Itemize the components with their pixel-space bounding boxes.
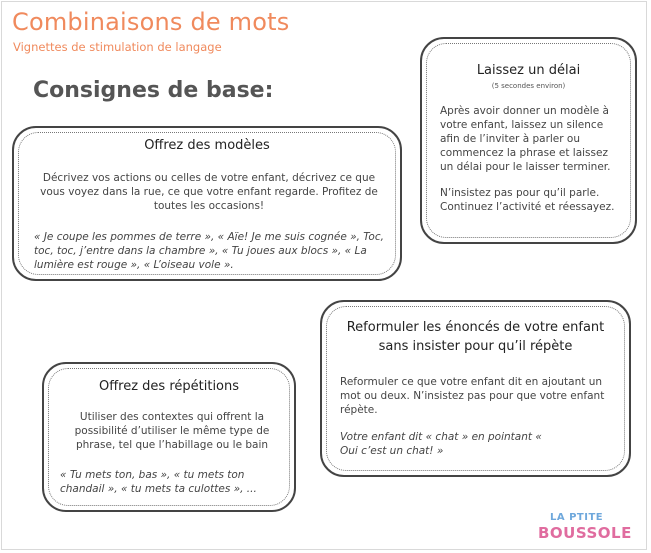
card-delai-note: (5 secondes environ) [491,82,566,90]
page-title: Combinaisons de mots [12,8,290,36]
logo-line-1: LA PTITE [550,512,604,523]
card-repetitions-title: Offrez des répétitions [98,379,240,394]
brand-logo [538,512,638,548]
card-modeles [12,126,402,281]
card-repetitions-text-1: Utiliser des contextes qui offrent la possibilité d’utiliser le même type de phrase, tel que l’habillage ou le bain [74,411,270,451]
card-reformuler-text-1: Reformuler ce que votre enfant dit en ajoutant un mot ou deux. N’insistez pas pour que votre enfant répète. [340,376,605,416]
card-delai [420,37,637,244]
card-reformuler-title: Reformuler les énoncés de votre enfant sans insister pour qu’il répète [346,320,605,354]
card-delai-text-1: Après avoir donner un modèle à votre enfant, laissez un silence afin de l’inviter à parler ou commencez la phrase et laissez un délai pour le laisser terminer. [440,105,611,173]
logo-line-2: BOUSSOLE [538,524,632,542]
card-reformuler-text-2: Votre enfant dit « chat » en pointant « Oui c’est un chat! » [340,431,542,457]
card-reformuler [320,300,631,477]
card-repetitions-text-2: « Tu mets ton, bas », « tu mets ton chandail », « tu mets ta culottes », ... [60,469,257,495]
card-modeles-title: Offrez des modèles [144,138,270,153]
section-heading: Consignes de base: [33,78,274,103]
card-delai-title: Laissez un délai [476,63,581,78]
card-repetitions [42,362,296,512]
card-delai-text-2: N’insistez pas pour qu’il parle. Continuez l’activité et réessayez. [440,187,615,213]
page-subtitle: Vignettes de stimulation de langage [13,40,222,54]
card-modeles-text-1: Décrivez vos actions ou celles de votre enfant, décrivez ce que vous voyez dans la rue, ce que votre enfant regarde. Profitez de toutes les occasions! [40,172,378,212]
card-modeles-text-2: « Je coupe les pommes de terre », « Aïe! Je me suis cognée », Toc, toc, toc, j’entre dans la chambre », « Tu joues aux blocs », « La lumière est rouge », « L’oiseau vole ». [34,231,384,271]
